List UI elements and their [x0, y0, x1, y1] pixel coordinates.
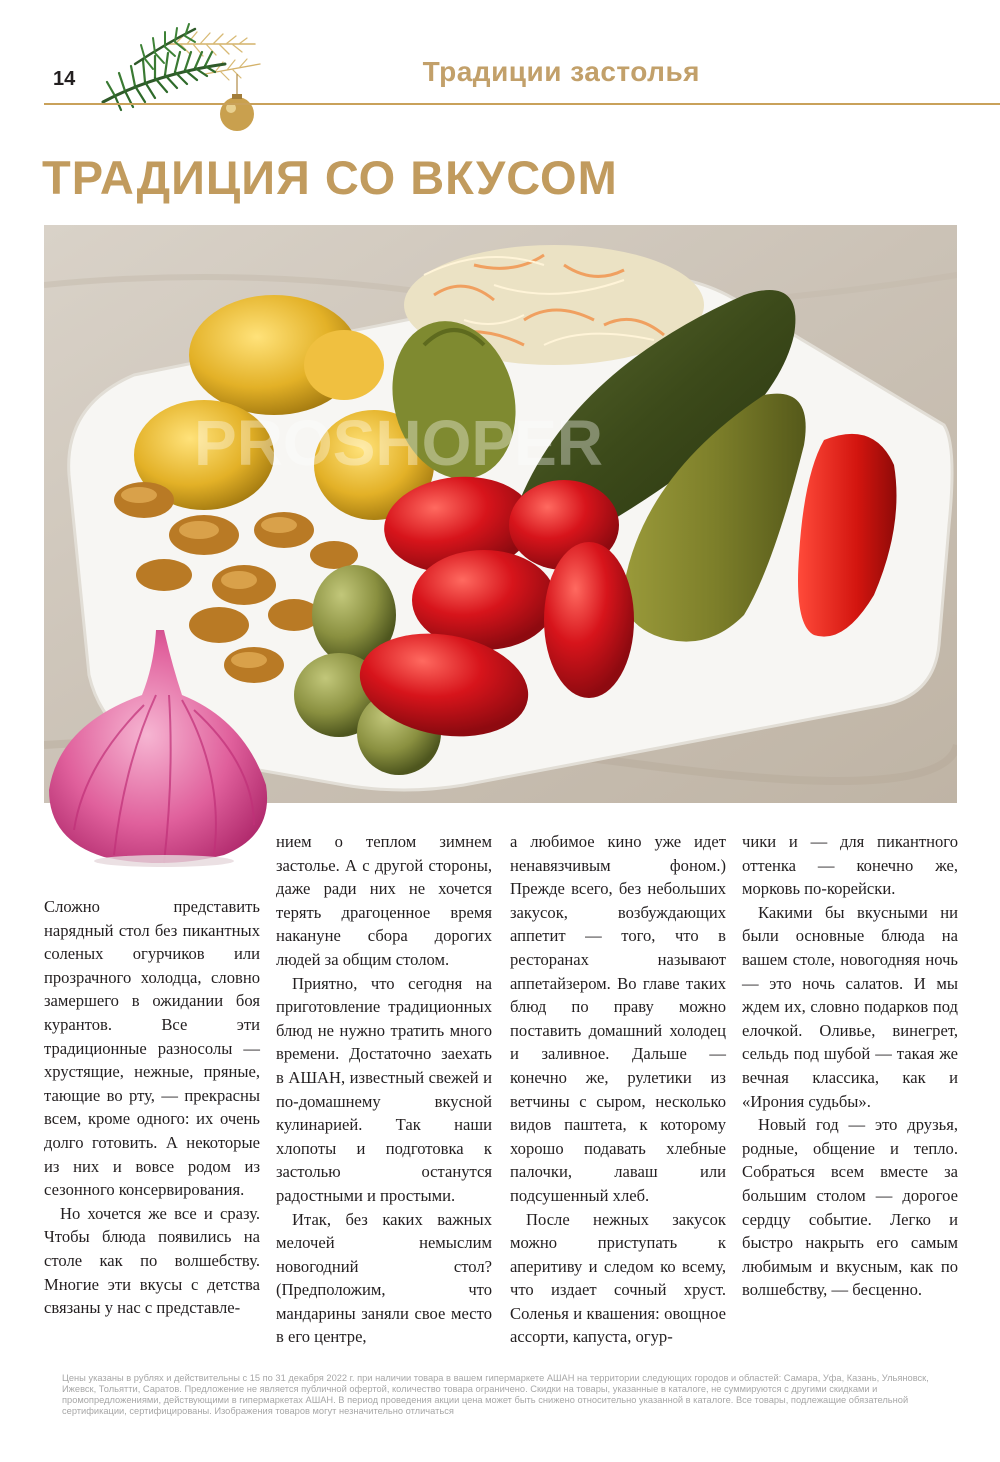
article-column-3 [510, 830, 726, 1349]
paragraph: Новый год — это друзья, родные, общение и тепло. Собраться всем вместе за большим столом — дорогое сердцу событие. Легко и быстро накрыть его самым любимым и вкусным, как по волшебству, — бесценно. [742, 1115, 958, 1300]
fir-branch-icon [95, 14, 265, 134]
paragraph: нием о теплом зимнем застолье. А с другой стороны, даже ради них не хочется терять драгоценное время накануне сбора дорогих людей за общим столом. [276, 832, 492, 969]
article-column-2 [276, 830, 492, 1349]
article-column-4 [742, 830, 958, 1302]
header-divider [44, 103, 1000, 105]
paragraph: Приятно, что сегодня на приготовление традиционных блюд не нужно тратить много времени. Достаточно заехать в АШАН, известный свежей и по-домашнему вкусной кулинарией. Так наши хлопоты и подготовка к застолью останутся радостными и простыми. [276, 973, 492, 1205]
paragraph: Какими бы вкусными ни были основные блюда на вашем столе, новогодняя ночь — это ночь салатов. И мы ждем их, словно подарков под елочкой. Оливье, винегрет, сельдь под шубой — такая же вечная классика, как и «Ирония судьбы». [742, 902, 958, 1111]
article-headline: ТРАДИЦИЯ СО ВКУСОМ [42, 151, 618, 204]
paragraph: Итак, без каких важных мелочей немыслим новогодний стол? (Предположим, что мандарины заняли свое место в его центре, [276, 1209, 492, 1347]
garlic-image [44, 625, 274, 870]
paragraph: а любимое кино уже идет ненавязчивым фоном.) Прежде всего, без небольших закусок, возбуждающих аппетит — того, что в ресторанах называют аппетайзером. Во главе таких блюд по праву можно поставить домашний холодец и заливное. Дальше — конечно же, рулетики из ветчины с сыром, несколько видов паштета, к которому хорошо подавать хлебные палочки, лаваш или подсушенный хлеб. [510, 832, 726, 1205]
legal-footnote: Цены указаны в рублях и действительны с 15 по 31 декабря 2022 г. при наличии товара в вашем гипермаркете АШАН на территории следующих городов и областей: Самара, Уфа, Казань, Ульяновск, Ижевск, Тольятти, Саратов. Предложение не является публичной офертой, количество товара ограничено. Скидки на товары, указанные в каталоге, не суммируются с другими скидками и промопредложениями, действующими в гипермаркетах АШАН. В период проведения акции цена может быть снижено относительно указанной в каталоге. Все товары, подлежащие обязательной сертификации, сертифицированы. Изображения товаров могут незначительно отличаться [62, 1373, 929, 1416]
article-column-1 [44, 895, 260, 1320]
page-number: 14 [53, 68, 76, 90]
paragraph: Но хочется же все и сразу. Чтобы блюда появились на столе как по волшебству. Многие эти вкусы с детства связаны у нас с представле- [44, 1203, 260, 1318]
paragraph: После нежных закусок можно приступать к аперитиву и следом ко всему, что издает сочный хруст. Соленья и квашения: овощное ассорти, капуста, огур- [510, 1209, 726, 1347]
watermark-text: PROSHOPER [194, 407, 603, 479]
section-title: Традиции застолья [422, 56, 700, 87]
paragraph: чики и — для пикантного оттенка — конечно же, морковь по-корейски. [742, 832, 958, 899]
paragraph: Сложно представить нарядный стол без пикантных соленых огурчиков или прозрачного холодца, словно замершего в ожидании боя курантов. Все эти традиционные разносолы — хрустящие, нежные, пряные, тающие во рту, — прекрасны всем, кроме одного: их очень долго готовить. А некоторые из них и вовсе родом из сезонного консервирования. [44, 897, 260, 1200]
